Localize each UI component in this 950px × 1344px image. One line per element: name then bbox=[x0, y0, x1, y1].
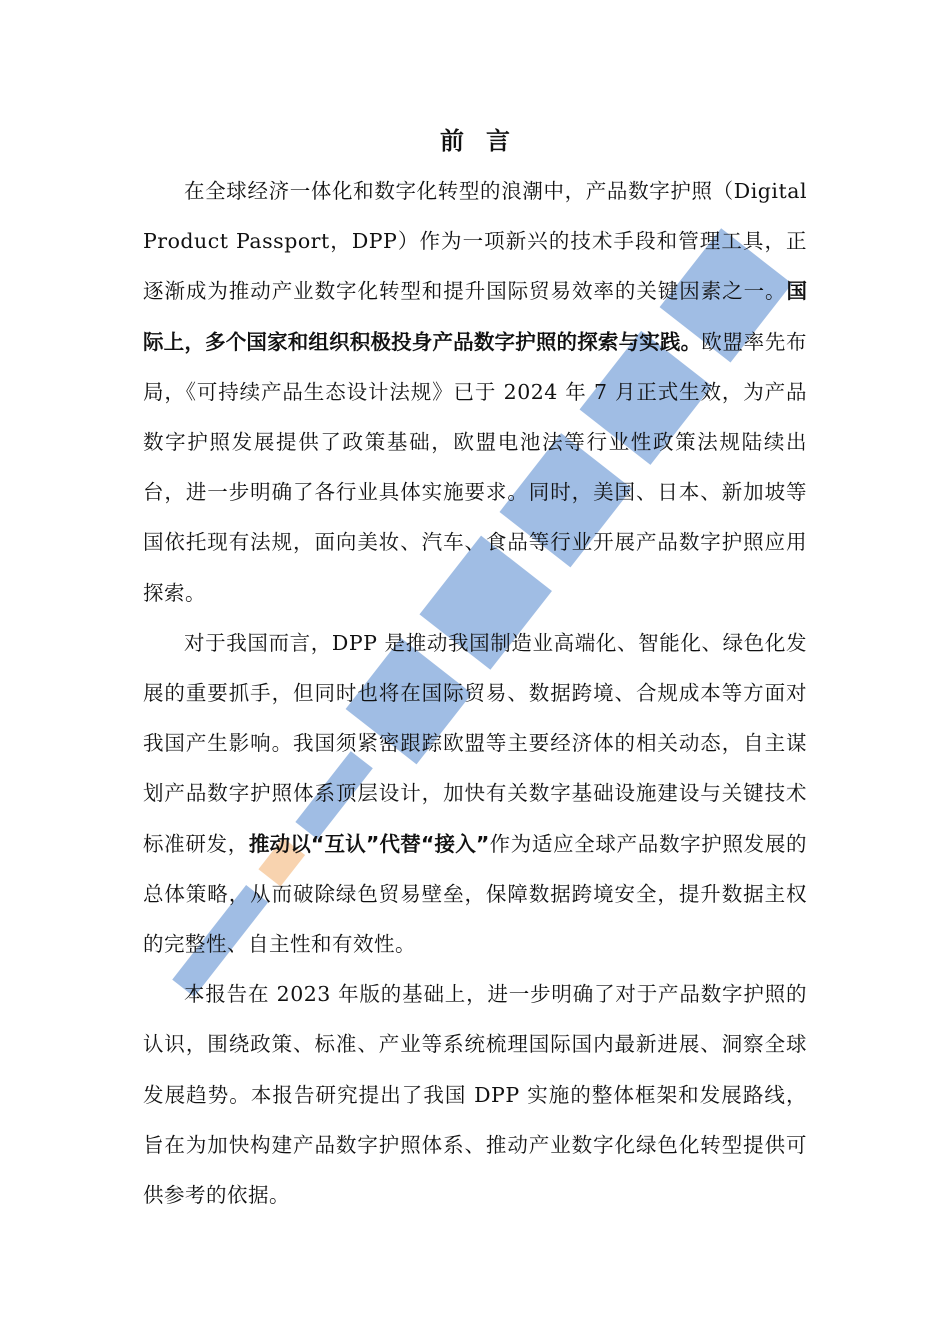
paragraph-2-bold-part: 推动以“互认”代替“接入” bbox=[248, 831, 490, 856]
page-title: 前言 bbox=[440, 127, 532, 155]
document-body bbox=[143, 166, 807, 1220]
paragraph-2-part-1: 对于我国而言，DPP 是推动我国制造业高端化、智能化、绿色化发展的重要抓手，但同时也将在国际贸易、数据跨境、合规成本等方面对我国产生影响。我国须紧密跟踪欧盟等主要经济体的相关动态，自主谋划产品数字护照体系顶层设计，加快有关数字基础设施建设与关键技术标准研发， bbox=[143, 630, 807, 856]
paragraph-1-part-3: 欧盟率先布局，《可持续产品生态设计法规》已于 2024 年 7 月正式生效，为产品数字护照发展提供了政策基础，欧盟电池法等行业性政策法规陆续出台，进一步明确了各行业具体实施要求。同时，美国、日本、新加坡等国依托现有法规，面向美妆、汽车、食品等行业开展产品数字护照应用探索。 bbox=[143, 329, 808, 605]
paragraph-2-part-3: 作为适应全球产品数字护照发展的总体策略，从而破除绿色贸易壁垒，保障数据跨境安全，提升数据主权的完整性、自主性和有效性。 bbox=[143, 831, 807, 957]
paragraph-1 bbox=[143, 166, 807, 618]
paragraph-3-part-1: 本报告在 2023 年版的基础上，进一步明确了对于产品数字护照的认识，围绕政策、标准、产业等系统梳理国际国内最新进展、洞察全球发展趋势。本报告研究提出了我国 DPP 实施的整体框架和发展路线，旨在为加快构建产品数字护照体系、推动产业数字化绿色化转型提供可供参考的依据。 bbox=[143, 982, 807, 1208]
paragraph-1-bold-part: 国际上，多个国家和组织积极投身产品数字护照的探索与实践。 bbox=[143, 279, 807, 354]
paragraph-1-part-1: 在全球经济一体化和数字化转型的浪潮中，产品数字护照（Digital Product Passport，DPP）作为一项新兴的技术手段和管理工具，正逐渐成为推动产业数字化转型和提升国际贸易效率的关键因素之一。 bbox=[143, 179, 807, 304]
paragraph-2 bbox=[143, 618, 807, 969]
paragraph-3 bbox=[143, 969, 807, 1220]
